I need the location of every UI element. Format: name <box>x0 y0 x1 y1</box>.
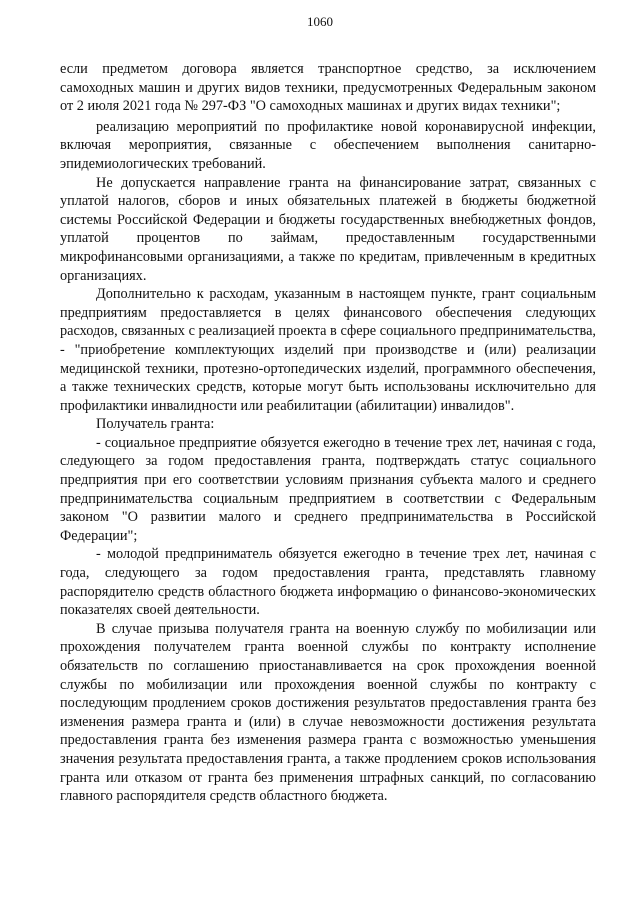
paragraph-prohibited-expenses: Не допускается направление гранта на финансирование затрат, связанных с уплатой налогов, сборов и иных обязательных платежей в бюджеты бюджетной системы Российской Федерации и бюджеты государственных внебюджетных фондов, уплатой процентов по займам, предоставленным государственными микрофинансовыми организациями, а также по кредитам, привлеченным в кредитных организациях. <box>60 174 596 284</box>
paragraph-covid-measures: реализацию мероприятий по профилактике новой коронавирусной инфекции, включая мероприятия, связанные с обеспечением выполнения санитарно-эпидемиологических требований. <box>60 118 596 172</box>
document-body <box>60 60 596 806</box>
paragraph-military-service: В случае призыва получателя гранта на военную службу по мобилизации или прохождения получателем гранта военной службы по контракту исполнение обязательств по соглашению приостанавливается на срок прохождения военной службы по мобилизации или прохождения военной службы по контракту с последующим продлением сроков достижения результатов предоставления гранта без изменения размера гранта и (или) в случае невозможности достижения результата предоставления гранта без изменения размера гранта с возможностью уменьшения значения результата предоставления гранта, а также продлением сроков использования гранта или отказом от гранта без применения штрафных санкций, по согласованию главного распорядителя средств областного бюджета. <box>60 620 596 805</box>
paragraph-social-enterprise-obligation: - социальное предприятие обязуется ежегодно в течение трех лет, начиная с года, следующего за годом предоставления гранта, подтверждать статус социального предприятия при его соответствии условиям признания субъекта малого и среднего предпринимательства социальным предприятием в соответствии с Федеральным законом "О развитии малого и среднего предпринимательства в Российской Федерации"; <box>60 434 596 544</box>
paragraph-social-enterprise-expenses: Дополнительно к расходам, указанным в настоящем пункте, грант социальным предприятиям предоставляется в целях финансового обеспечения следующих расходов, связанных с реализацией проекта в сфере социального предпринимательства, - "приобретение комплектующих изделий при производстве и (или) реализации медицинской техники, протезно-ортопедических изделий, программного обеспечения, а также технических средств, которые могут быть использованы исключительно для профилактики инвалидности или реабилитации (абилитации) инвалидов". <box>60 286 596 414</box>
paragraph-transport-exception: если предметом договора является транспортное средство, за исключением самоходных машин и других видов техники, предусмотренных Федеральным законом от 2 июля 2021 года № 297-ФЗ "О самоходных машинах и других видах техники"; <box>60 61 596 115</box>
paragraph-young-entrepreneur-obligation: - молодой предприниматель обязуется ежегодно в течение трех лет, начиная с года, следующего за годом предоставления гранта, представлять главному распорядителю средств областного бюджета информацию о финансово-экономических показателях своей деятельности. <box>60 546 596 619</box>
paragraph-grant-recipient-heading: Получатель гранта: <box>96 416 215 433</box>
page-number: 1060 <box>307 14 333 29</box>
